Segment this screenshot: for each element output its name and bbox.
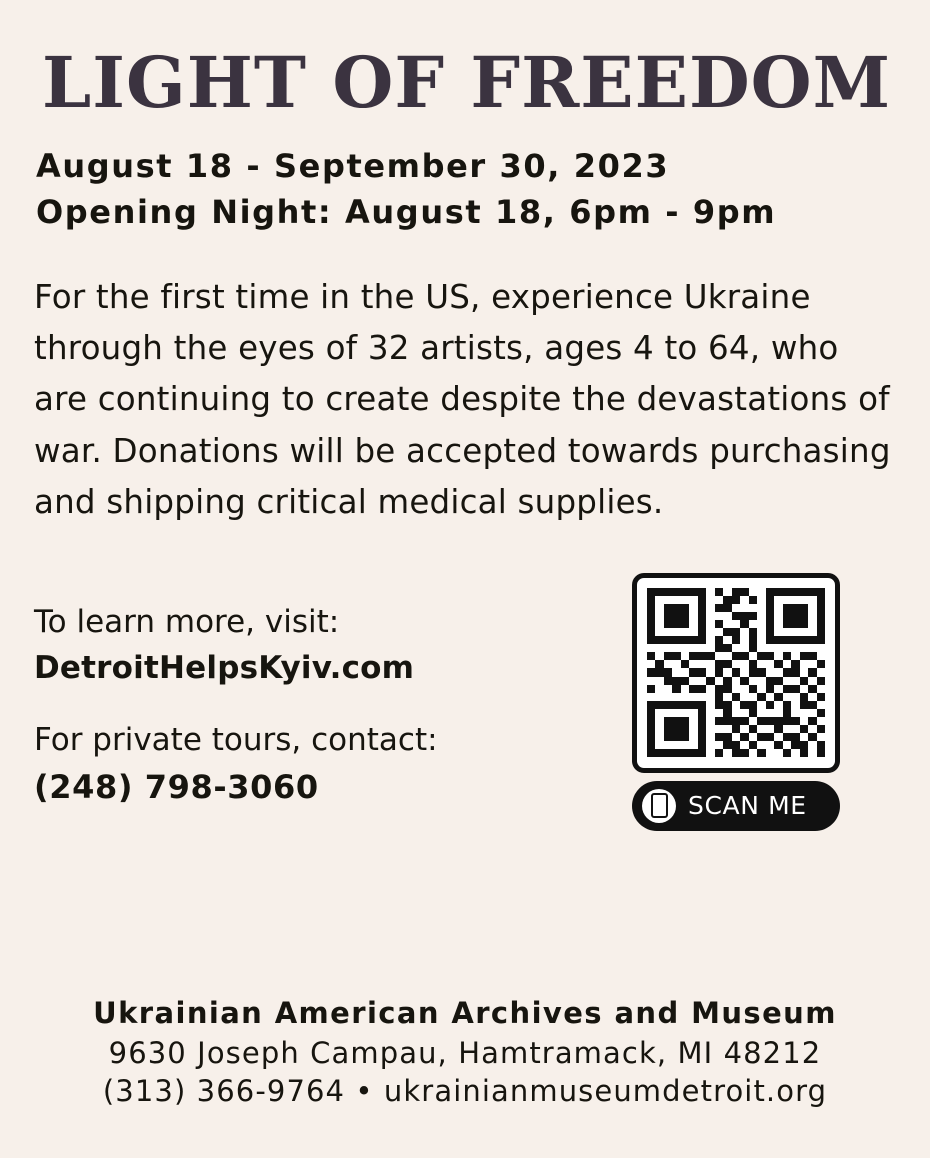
learn-more-prompt: To learn more, visit: — [34, 603, 340, 640]
qr-code-pattern — [647, 588, 825, 758]
private-tours-prompt: For private tours, contact: — [34, 721, 438, 758]
phone-icon — [642, 789, 676, 823]
opening-night-line: Opening Night: August 18, 6pm - 9pm — [36, 193, 777, 232]
organization-name: Ukrainian American Archives and Museum — [93, 996, 837, 1030]
website-link[interactable]: DetroitHelpsKyiv.com — [34, 650, 415, 686]
footer — [0, 996, 930, 1108]
page-title: LIGHT OF FREEDOM — [42, 41, 892, 124]
organization-address: 9630 Joseph Campau, Hamtramack, MI 48212 — [108, 1036, 822, 1070]
scan-me-label: SCAN ME — [688, 791, 807, 820]
exhibition-run-dates: August 18 - September 30, 2023 — [36, 147, 670, 185]
description-text: For the first time in the US, experience Ukraine through the eyes of 32 artists, ages 4 to 64, who are continuing to create despite the devastations of war. Donations will be accepted towards purchasing and shipping critical medical supplies. — [34, 277, 891, 522]
qr-block[interactable] — [632, 573, 840, 831]
qr-code[interactable] — [632, 573, 840, 773]
info-row — [34, 573, 900, 831]
contact-block — [34, 573, 438, 807]
tours-phone-number[interactable]: (248) 798-3060 — [34, 768, 319, 807]
event-dates — [36, 143, 900, 236]
scan-me-badge[interactable] — [632, 781, 840, 831]
organization-contact: (313) 366-9764 • ukrainianmuseumdetroit.org — [102, 1074, 828, 1108]
